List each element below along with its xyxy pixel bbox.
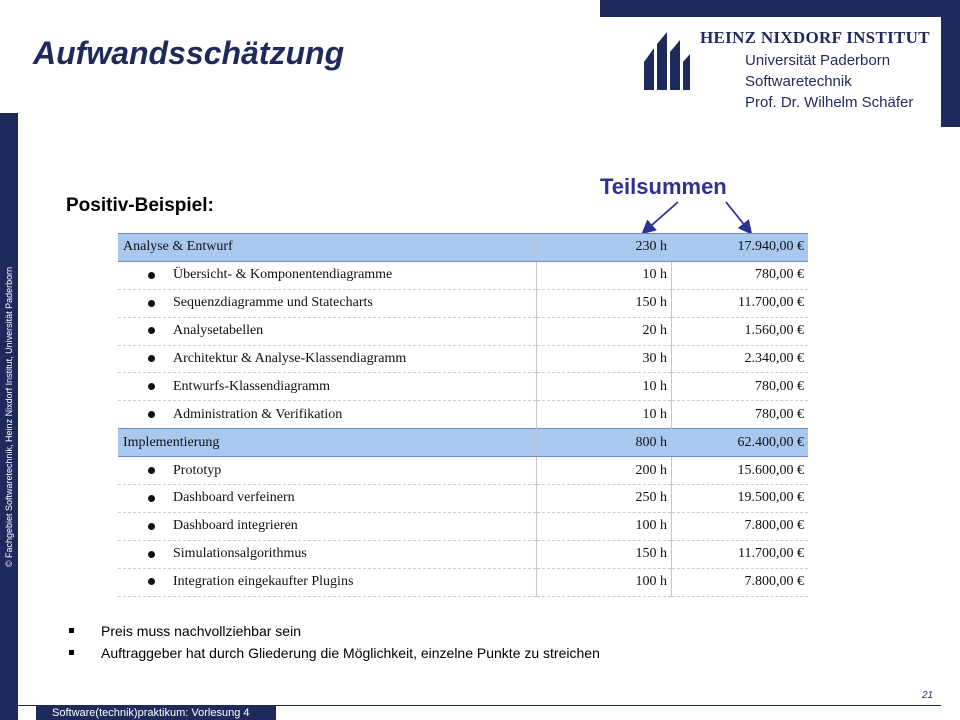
arrow-to-cost	[726, 202, 750, 232]
cost-cell: 1.560,00 €	[672, 317, 809, 345]
hours-cell: 20 h	[537, 317, 672, 345]
cost-cell: 7.800,00 €	[672, 568, 809, 596]
bullet-dot-icon	[148, 578, 155, 585]
hours-cell: 150 h	[537, 289, 672, 317]
hours-cell: 10 h	[537, 401, 672, 429]
task-name: Entwurfs-Klassendiagramm	[173, 378, 331, 394]
hours-cell: 230 h	[537, 234, 672, 262]
task-name-cell	[118, 568, 537, 596]
task-name: Dashboard verfeinern	[173, 490, 295, 506]
hours-cell: 30 h	[537, 345, 672, 373]
table-section-row	[118, 234, 808, 262]
institute-name: HEINZ NIXDORF INSTITUT	[700, 28, 930, 47]
task-name: Analyse & Entwurf	[123, 239, 233, 255]
cost-cell: 15.600,00 €	[672, 457, 809, 485]
bullet-dot-icon	[148, 551, 155, 558]
copyright-text: © Fachgebiet Softwaretechnik, Heinz Nixdorf Institut, Universität Paderborn	[4, 266, 14, 567]
table-row	[118, 568, 808, 596]
bullet-text: Preis muss nachvollziehbar sein	[101, 623, 301, 639]
table-row	[118, 289, 808, 317]
subtotals-annotation: Teilsummen	[600, 174, 727, 199]
cost-cell: 780,00 €	[672, 261, 809, 289]
table-row	[118, 345, 808, 373]
department-name: Softwaretechnik	[745, 73, 852, 90]
task-name: Analysetabellen	[173, 323, 264, 339]
bullet-item	[66, 620, 600, 642]
task-name-cell	[118, 512, 537, 540]
bullet-dot-icon	[148, 523, 155, 530]
bullet-dot-icon	[148, 300, 155, 307]
table-row	[118, 373, 808, 401]
professor-name: Prof. Dr. Wilhelm Schäfer	[745, 94, 914, 111]
hours-cell: 200 h	[537, 457, 672, 485]
cost-cell: 17.940,00 €	[672, 234, 809, 262]
task-name-cell	[118, 485, 537, 513]
task-name-cell	[118, 345, 537, 373]
bullet-dot-icon	[148, 411, 155, 418]
cost-estimate-table	[118, 233, 808, 597]
hni-logo-icon	[640, 32, 692, 94]
task-name-cell	[118, 317, 537, 345]
hours-cell: 150 h	[537, 540, 672, 568]
copyright-sidebar	[0, 113, 18, 720]
task-name-cell	[118, 289, 537, 317]
task-name: Dashboard integrieren	[173, 518, 298, 534]
cost-cell: 62.400,00 €	[672, 429, 809, 457]
hours-cell: 10 h	[537, 261, 672, 289]
task-name-cell	[118, 261, 537, 289]
cost-cell: 19.500,00 €	[672, 485, 809, 513]
task-name: Integration eingekaufter Plugins	[173, 574, 354, 590]
hours-cell: 100 h	[537, 568, 672, 596]
logo-text	[700, 28, 940, 111]
cost-cell: 7.800,00 €	[672, 512, 809, 540]
task-name: Sequenzdiagramme und Statecharts	[173, 295, 373, 311]
footer-label: Software(technik)praktikum: Vorlesung 4	[36, 706, 276, 720]
bullet-list	[66, 620, 600, 664]
cost-cell: 11.700,00 €	[672, 289, 809, 317]
task-name-cell	[118, 401, 537, 429]
hours-cell: 250 h	[537, 485, 672, 513]
page-number: 21	[922, 690, 934, 701]
bullet-dot-icon	[148, 467, 155, 474]
task-name-cell	[118, 373, 537, 401]
table-row	[118, 261, 808, 289]
task-name: Prototyp	[173, 462, 222, 478]
hours-cell: 800 h	[537, 429, 672, 457]
bullet-dot-icon	[148, 495, 155, 502]
table-row	[118, 401, 808, 429]
right-brand-bar	[941, 17, 960, 127]
table-row	[118, 512, 808, 540]
bullet-square-icon	[69, 628, 74, 633]
bullet-dot-icon	[148, 355, 155, 362]
arrow-to-hours	[644, 202, 678, 232]
university-name: Universität Paderborn	[745, 52, 891, 69]
bullet-dot-icon	[148, 383, 155, 390]
hours-cell: 10 h	[537, 373, 672, 401]
table-row	[118, 457, 808, 485]
table-section-row	[118, 429, 808, 457]
slide-title: Aufwandsschätzung	[33, 35, 345, 71]
institute-logo	[640, 22, 940, 111]
bullet-item	[66, 642, 600, 664]
table-row	[118, 540, 808, 568]
task-name: Administration & Verifikation	[173, 406, 343, 422]
task-name-cell	[118, 540, 537, 568]
task-name-cell	[118, 457, 537, 485]
example-heading: Positiv-Beispiel:	[66, 195, 214, 216]
task-name: Simulationsalgorithmus	[173, 546, 307, 562]
bullet-dot-icon	[148, 327, 155, 334]
task-name: Übersicht- & Komponentendiagramme	[173, 267, 393, 283]
bullet-dot-icon	[148, 272, 155, 279]
cost-cell: 780,00 €	[672, 401, 809, 429]
task-name-cell	[118, 429, 537, 457]
cost-cell: 2.340,00 €	[672, 345, 809, 373]
bullet-text: Auftraggeber hat durch Gliederung die Möglichkeit, einzelne Punkte zu streichen	[101, 645, 600, 661]
task-name-cell	[118, 234, 537, 262]
cost-cell: 11.700,00 €	[672, 540, 809, 568]
table-row	[118, 485, 808, 513]
cost-cell: 780,00 €	[672, 373, 809, 401]
hours-cell: 100 h	[537, 512, 672, 540]
table-row	[118, 317, 808, 345]
bullet-square-icon	[69, 650, 74, 655]
top-brand-bar	[600, 0, 960, 17]
task-name: Implementierung	[123, 434, 220, 450]
task-name: Architektur & Analyse-Klassendiagramm	[173, 351, 407, 366]
